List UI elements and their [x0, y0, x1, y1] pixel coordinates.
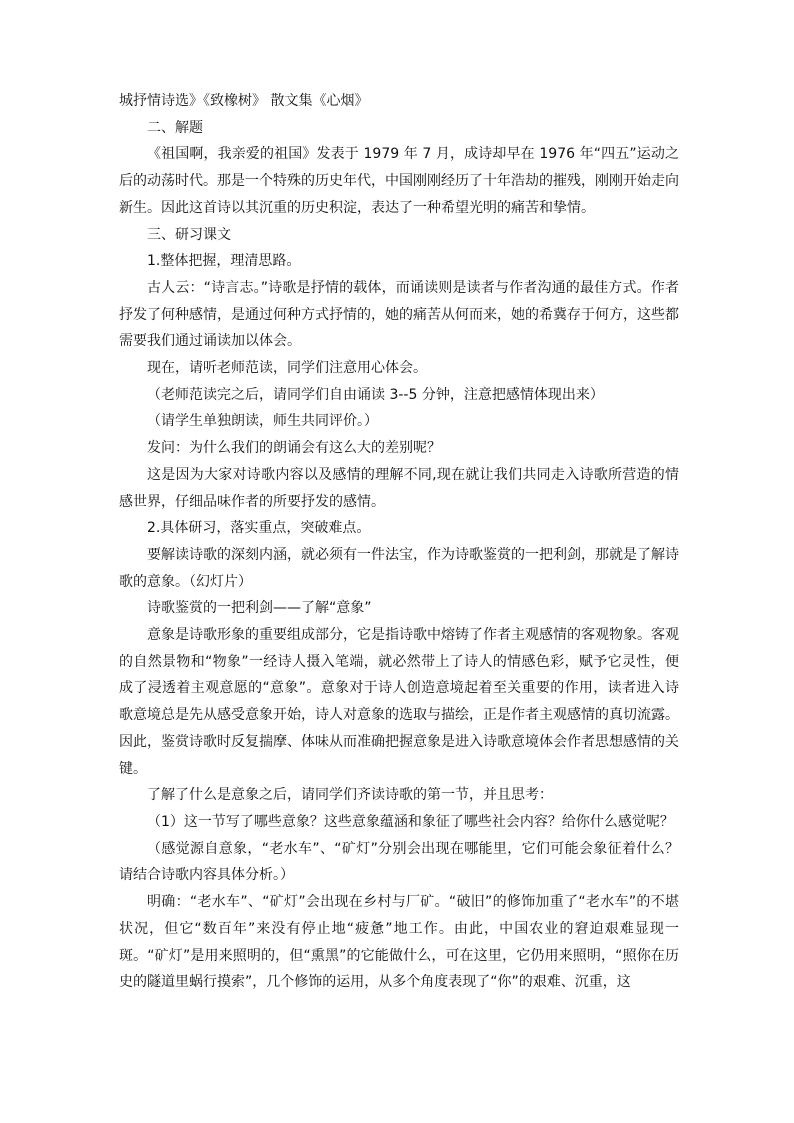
paragraph-imagery-definition: 意象是诗歌形象的重要组成部分，它是指诗歌中熔铸了作者主观感情的客观物象。客观的自然景物和“物象”一经诗人摄入笔端，就必然带上了诗人的情感色彩，赋予它灵性，便成了浸透着主观意愿的“意象”。意象对于诗人创造意境起着至关重要的作用，读者进入诗歌意境总是先从感受意象开始，诗人对意象的选取与描绘，正是作者主观感情的真切流露。因此，鉴赏诗歌时反复揣摩、体味从而准确把握意象是进入诗歌意境体会作者思想感情的关键。 — [119, 627, 679, 777]
paragraph-individual-reading: （请学生单独朗读，师生共同评价。） — [147, 413, 378, 430]
document-page — [119, 88, 679, 996]
subheading-overall-grasp: 1.整体把握，理清思路。 — [147, 253, 301, 270]
subheading-detailed-study: 2.具体研习，落实重点，突破难点。 — [147, 520, 371, 537]
paragraph-free-reading: （老师范读完之后，请同学们自由诵读 3--5 分钟，注意把感情体现出来） — [147, 386, 604, 403]
paragraph-title-analysis: 《祖国啊，我亲爱的祖国》发表于 1979 年 7 月，成诗却早在 1976 年“四五”运动之后的动荡时代。那是一个特殊的历史年代，中国刚刚经历了十年浩劫的摧残，刚刚开始走向新生。因此这首诗以其沉重的历史积淀，表达了一种希望光明的痛苦和挚情。 — [119, 146, 679, 216]
paragraph-works-list: 城抒情诗选》《致橡树》 散文集《心烟》 — [119, 93, 369, 109]
paragraph-read-first-stanza: 了解了什么是意象之后，请同学们齐读诗歌的第一节，并且思考： — [147, 787, 553, 804]
paragraph-clarification: 明确：“老水车”、“矿灯”会出现在乡村与厂矿。“破旧”的修饰加重了“老水车”的不堪状况，但它“数百年”来没有停止地“疲惫”地工作。由此，中国农业的窘迫艰难显现一斑。“矿灯”是用来照明的，但“熏黑”的它能做什么，可在这里，它仍用来照明，“照你在历史的隧道里蜗行摸索”，几个修饰的运用，从多个角度表现了“你”的艰难、沉重，这 — [119, 894, 679, 991]
paragraph-poetry-expresses: 古人云：“诗言志。”诗歌是抒情的载体，而诵读则是读者与作者沟通的最佳方式。作者抒发了何种感情，是通过何种方式抒情的，她的痛苦从何而来，她的希冀存于何方，这些都需要我们通过诵读加以体会。 — [119, 279, 679, 350]
paragraph-hint: （感觉源自意象，“老水车”、“矿灯”分别会出现在哪能里，它们可能会象征着什么？请结合诗歌内容具体分析。） — [119, 840, 679, 884]
paragraph-question-1: （1）这一节写了哪些意象？这些意象蕴涵和象征了哪些社会内容？给你什么感觉呢？ — [147, 813, 674, 830]
section-heading-title-analysis: 二、解题 — [147, 119, 203, 136]
paragraph-teacher-reads: 现在，请听老师范读，同学们注意用心体会。 — [147, 360, 427, 377]
paragraph-answer-understanding: 这是因为大家对诗歌内容以及感情的理解不同,现在就让我们共同走入诗歌所营造的情感世界，仔细品味作者的所要抒发的感情。 — [119, 466, 679, 510]
section-heading-study-text: 三、研习课文 — [147, 226, 231, 243]
paragraph-question: 发问：为什么我们的朗诵会有这么大的差别呢？ — [147, 440, 441, 457]
paragraph-slide-title: 诗歌鉴赏的一把利剑——了解“意象” — [147, 600, 372, 617]
paragraph-imagery-intro: 要解读诗歌的深刻内涵，就必须有一件法宝，作为诗歌鉴赏的一把利剑，那就是了解诗歌的意象。（幻灯片） — [119, 546, 679, 590]
